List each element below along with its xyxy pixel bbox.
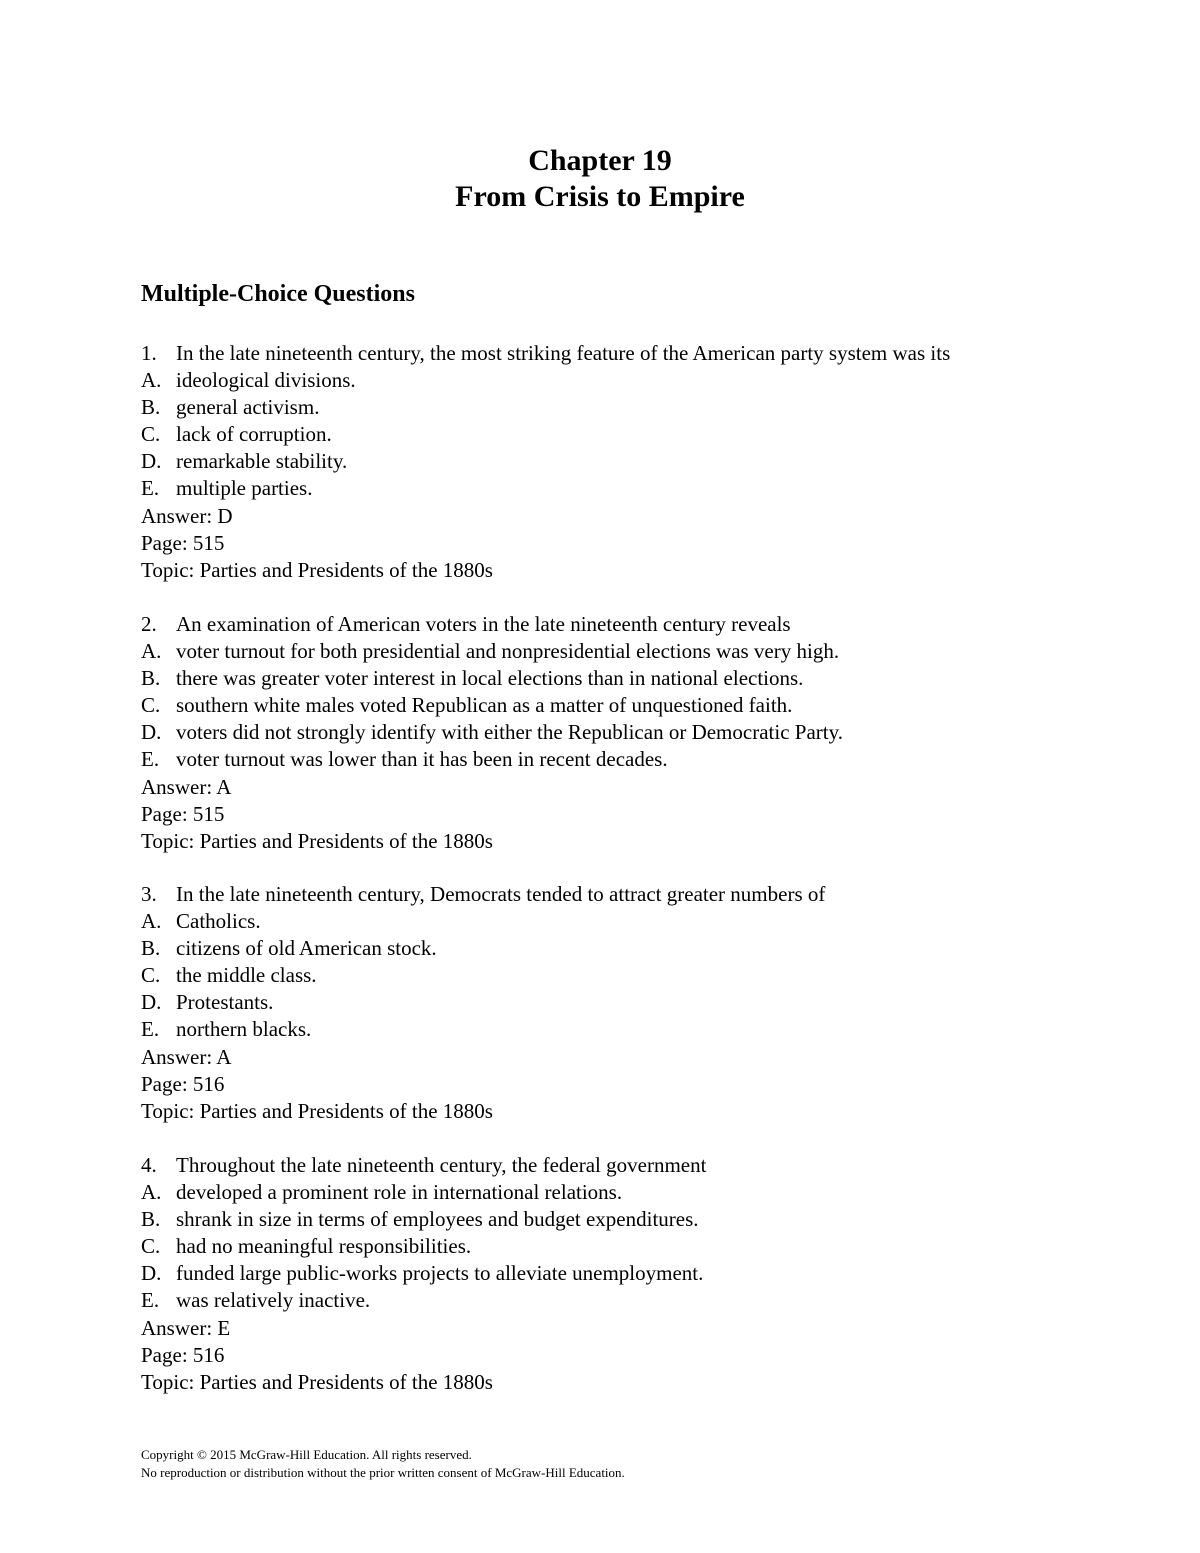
- chapter-number: Chapter 19: [528, 144, 672, 177]
- option-letter: E.: [141, 476, 160, 501]
- option-b: [141, 1206, 1161, 1233]
- option-text: shrank in size in terms of employees and budget expenditures.: [176, 1207, 699, 1232]
- topic-line: Topic: Parties and Presidents of the 1880s: [141, 557, 493, 582]
- option-a: [141, 908, 1161, 935]
- page-line: Page: 515: [141, 801, 225, 826]
- option-e: [141, 746, 1161, 773]
- option-letter: E.: [141, 1288, 160, 1313]
- option-letter: A.: [141, 909, 162, 934]
- option-text: general activism.: [176, 395, 320, 420]
- topic-line: Topic: Parties and Presidents of the 1880s: [141, 828, 493, 853]
- copyright-footer: [141, 1446, 625, 1482]
- option-text: was relatively inactive.: [176, 1288, 371, 1313]
- option-letter: C.: [141, 693, 161, 718]
- option-letter: B.: [141, 395, 161, 420]
- option-letter: C.: [141, 422, 161, 447]
- answer-line: Answer: D: [141, 503, 233, 528]
- option-letter: D.: [141, 720, 162, 745]
- option-text: had no meaningful responsibilities.: [176, 1234, 472, 1259]
- option-text: remarkable stability.: [176, 449, 348, 474]
- option-letter: C.: [141, 963, 161, 988]
- option-letter: D.: [141, 990, 162, 1015]
- option-text: southern white males voted Republican as a matter of unquestioned faith.: [176, 693, 793, 718]
- option-b: [141, 394, 1161, 421]
- question-number: 1.: [141, 341, 157, 365]
- option-c: [141, 1233, 1161, 1260]
- option-a: [141, 1179, 1161, 1206]
- question-2: [141, 611, 1161, 855]
- option-d: [141, 1260, 1161, 1287]
- option-b: [141, 665, 1161, 692]
- question-text: Throughout the late nineteenth century, the federal government: [176, 1153, 707, 1177]
- option-text: Protestants.: [176, 990, 274, 1015]
- option-e: [141, 1287, 1161, 1314]
- page-line: Page: 515: [141, 530, 225, 555]
- option-c: [141, 962, 1161, 989]
- question-stem: [141, 611, 1161, 638]
- option-text: there was greater voter interest in local elections than in national elections.: [176, 666, 804, 691]
- option-text: voter turnout for both presidential and nonpresidential elections was very high.: [176, 639, 840, 664]
- option-d: [141, 448, 1161, 475]
- section-title: Multiple-Choice Questions: [141, 281, 415, 307]
- answer-line: Answer: E: [141, 1315, 231, 1340]
- page-line: Page: 516: [141, 1342, 225, 1367]
- option-letter: B.: [141, 936, 161, 961]
- question-text: In the late nineteenth century, the most striking feature of the American party system was its: [176, 341, 951, 365]
- question-number: 3.: [141, 882, 157, 906]
- answer-line: Answer: A: [141, 774, 232, 799]
- option-c: [141, 421, 1161, 448]
- option-letter: E.: [141, 747, 160, 772]
- question-3: [141, 881, 1161, 1125]
- option-c: [141, 692, 1161, 719]
- option-e: [141, 1016, 1161, 1043]
- option-letter: B.: [141, 666, 161, 691]
- question-number: 4.: [141, 1153, 157, 1177]
- reproduction-notice: No reproduction or distribution without the prior written consent of McGraw-Hill Education.: [141, 1465, 625, 1480]
- option-d: [141, 719, 1161, 746]
- option-b: [141, 935, 1161, 962]
- question-number: 2.: [141, 612, 157, 636]
- option-text: voter turnout was lower than it has been in recent decades.: [176, 747, 668, 772]
- option-text: developed a prominent role in international relations.: [176, 1180, 623, 1205]
- option-letter: C.: [141, 1234, 161, 1259]
- option-letter: B.: [141, 1207, 161, 1232]
- chapter-title: From Crisis to Empire: [455, 180, 745, 213]
- option-letter: A.: [141, 639, 162, 664]
- question-stem: [141, 1152, 1161, 1179]
- option-text: the middle class.: [176, 963, 317, 988]
- option-text: lack of corruption.: [176, 422, 332, 447]
- question-1: [141, 340, 1161, 584]
- option-letter: D.: [141, 1261, 162, 1286]
- option-text: citizens of old American stock.: [176, 936, 437, 961]
- question-text: In the late nineteenth century, Democrats tended to attract greater numbers of: [176, 882, 826, 906]
- option-text: ideological divisions.: [176, 368, 356, 393]
- option-d: [141, 989, 1161, 1016]
- option-letter: A.: [141, 1180, 162, 1205]
- option-letter: D.: [141, 449, 162, 474]
- copyright-line: Copyright © 2015 McGraw-Hill Education. All rights reserved.: [141, 1447, 472, 1462]
- option-text: northern blacks.: [176, 1017, 312, 1042]
- option-text: voters did not strongly identify with either the Republican or Democratic Party.: [176, 720, 843, 745]
- topic-line: Topic: Parties and Presidents of the 1880s: [141, 1369, 493, 1394]
- option-text: Catholics.: [176, 909, 261, 934]
- option-text: multiple parties.: [176, 476, 313, 501]
- topic-line: Topic: Parties and Presidents of the 1880s: [141, 1098, 493, 1123]
- option-letter: A.: [141, 368, 162, 393]
- answer-line: Answer: A: [141, 1044, 232, 1069]
- page-line: Page: 516: [141, 1071, 225, 1096]
- option-a: [141, 367, 1161, 394]
- option-text: funded large public-works projects to alleviate unemployment.: [176, 1261, 704, 1286]
- question-4: [141, 1152, 1161, 1396]
- question-stem: [141, 881, 1161, 908]
- question-text: An examination of American voters in the late nineteenth century reveals: [176, 612, 791, 636]
- option-e: [141, 475, 1161, 502]
- option-letter: E.: [141, 1017, 160, 1042]
- option-a: [141, 638, 1161, 665]
- question-stem: [141, 340, 1161, 367]
